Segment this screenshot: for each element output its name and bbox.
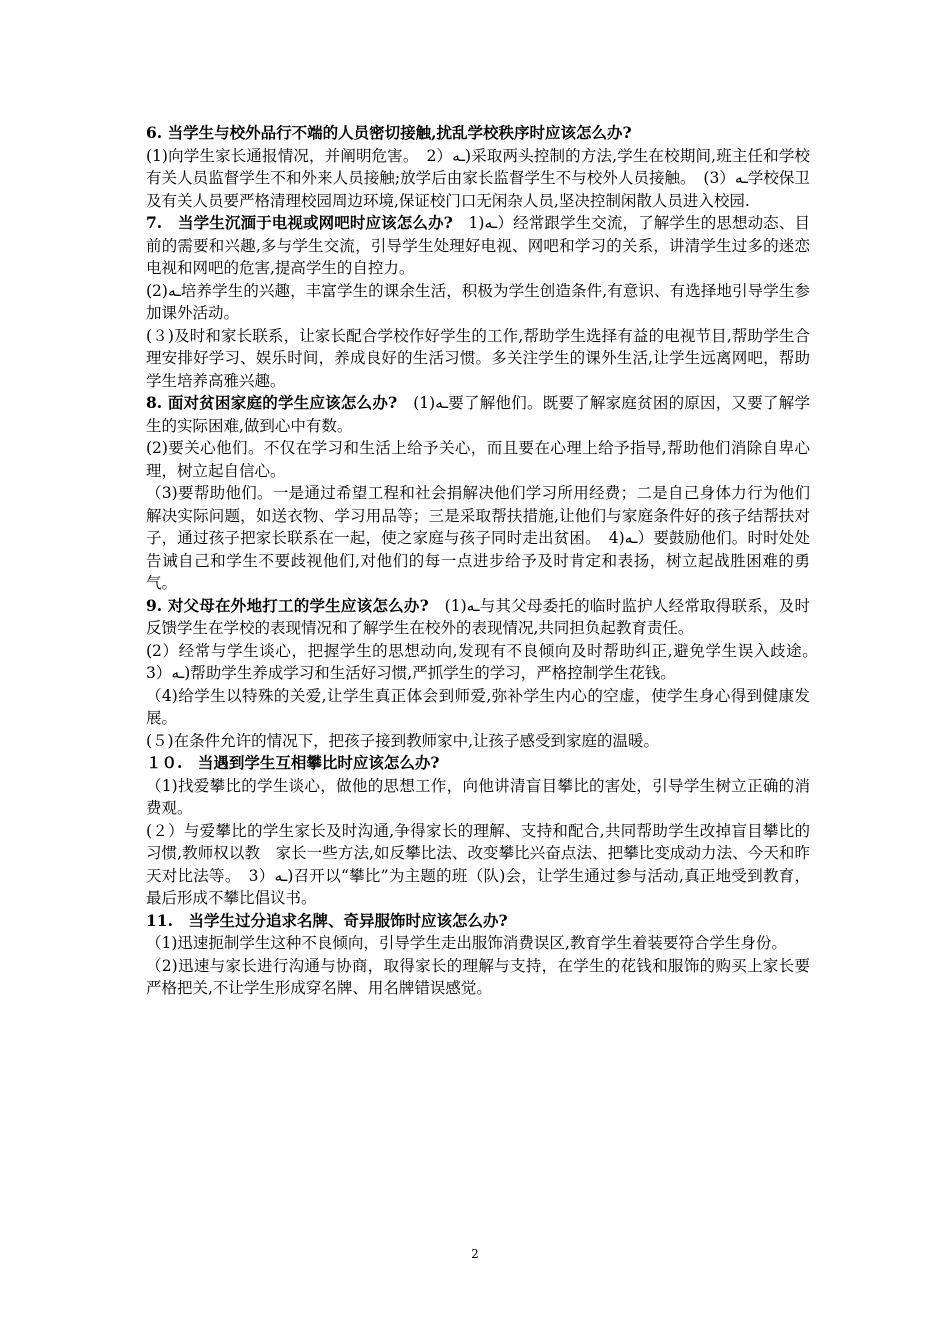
question-title: 6. 当学生与校外品行不端的人员密切接触,扰乱学校秩序时应该怎么办? (146, 123, 632, 142)
question-title: １０. 当遇到学生互相攀比时应该怎么办? (146, 753, 440, 772)
answer-lead: 1)ـه）经常跟学生交流，了解学生的思想动态、目前的需要和兴趣,多与学生交流，引导学生处理好电视、网吧和学习的关系，讲清学生过多的迷恋电视和网吧的危害,提高学生的自控力。 (146, 214, 810, 277)
question-heading (146, 752, 810, 775)
question-heading (146, 910, 810, 933)
document-body (146, 122, 826, 1000)
question-heading (146, 122, 810, 145)
answer-paragraph: (３)及时和家长联系，让家长配合学校作好学生的工作,帮助学生选择有益的电视节目,帮助学生合理安排好学习、娱乐时间，养成良好的生活习惯。多关注学生的课外生活,让学生远离网吧，帮助学生培养高雅兴趣。 (146, 326, 810, 390)
question-title: 7. 当学生沉湎于电视或网吧时应该怎么办? (146, 213, 453, 232)
question-heading (146, 595, 810, 640)
answer-paragraph: (５)在条件允许的情况下，把孩子接到教师家中,让孩子感受到家庭的温暖。 (146, 731, 660, 750)
answer-paragraph: (1)向学生家长通报情况，并阐明危害。 2）ـه)采取两头控制的方法,学生在校期间,班主任和学校有关人员监督学生不和外来人员接触;放学后由家长监督学生不与校外人员接触。 (3）ـه学校保卫及有关人员要严格清理校园周边环境,保证校门口无闲杂人员,坚决控制闲散人员进入校园. (146, 146, 810, 210)
answer-paragraph: （1)找爱攀比的学生谈心，做他的思想工作，向他讲清盲目攀比的害处，引导学生树立正确的消费观。 (146, 776, 810, 817)
answer-paragraph: (２）与爱攀比的学生家长及时沟通,争得家长的理解、支持和配合,共同帮助学生改掉盲目攀比的习惯,教师权以教 家长一些方法,如反攀比法、改变攀比兴奋点法、把攀比变成动力法、今天和昨天对比法等。 3）ـه)召开以“攀比”为主题的班（队)会，让学生通过参与活动,真正地受到教育，最后形成不攀比倡议书。 (146, 821, 810, 907)
answer-paragraph: （1)迅速扼制学生这种不良倾向，引导学生走出服饰消费误区,教育学生着装要符合学生身份。 (146, 934, 787, 952)
question-heading (146, 392, 810, 437)
answer-paragraph: (2）经常与学生谈心，把握学生的思想动向,发现有不良倾向及时帮助纠正,避免学生误入歧途。 3）ـه)帮助学生养成学习和生活好习惯,严抓学生的学习，严格控制学生花钱。 (146, 641, 826, 682)
answer-paragraph: (2)ـه培养学生的兴趣，丰富学生的课余生活，积极为学生创造条件,有意识、有选择地引导学生参加课外活动。 (146, 281, 810, 322)
question-heading (146, 212, 810, 280)
answer-paragraph: （2)迅速与家长进行沟通与协商，取得家长的理解与支持，在学生的花钱和服饰的购买上家长要严格把关,不让学生形成穿名牌、用名牌错误感觉。 (146, 956, 810, 997)
page-number: 2 (471, 1247, 479, 1261)
answer-paragraph: （4)给学生以特殊的关爱,让学生真正体会到师爱,弥补学生内心的空虚，使学生身心得到健康发展。 (146, 686, 810, 727)
question-title: 8. 面对贫困家庭的学生应该怎么办? (146, 393, 398, 412)
answer-paragraph: (2)要关心他们。不仅在学习和生活上给予关心，而且要在心理上给予指导,帮助他们消除自卑心理，树立起自信心。 (146, 439, 810, 480)
question-title: 11. 当学生过分追求名牌、奇异服饰时应该怎么办? (146, 910, 508, 930)
question-title: 9. 对父母在外地打工的学生应该怎么办? (146, 595, 429, 615)
answer-paragraph: （3)要帮助他们。一是通过希望工程和社会捐解决他们学习所用经费；二是自己身体力行为他们解决实际问题，如送衣物、学习用品等；三是采取帮扶措施,让他们与家庭条件好的孩子结帮扶对子，通过孩子把家长联系在一起，使之家庭与孩子同时走出贫困。 4)ـه）要鼓励他们。时时处处告诫自己和学生不要歧视他们,对他们的每一点进步给予及时肯定和表扬，树立起战胜困难的勇气。 (146, 484, 810, 592)
answer-lead: (1)ـه要了解他们。既要了解家庭贫困的原因，又要了解学生的实际困难,做到心中有数。 (146, 394, 810, 435)
answer-lead: (1)ـه与其父母委托的临时监护人经常取得联系，及时反馈学生在学校的表现情况和了解学生在校外的表现情况,共同担负起教育责任。 (146, 596, 810, 637)
